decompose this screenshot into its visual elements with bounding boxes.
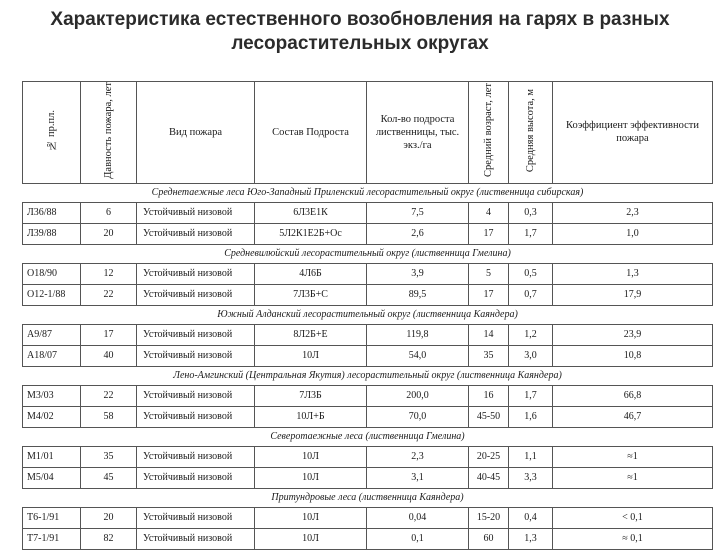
title-line-2: лесорастительных округах [231, 33, 489, 54]
cell-coef: 2,3 [553, 202, 713, 223]
cell-avg-height: 1,7 [509, 385, 553, 406]
cell-qty: 2,3 [367, 446, 469, 467]
cell-coef: < 0,1 [553, 507, 713, 528]
cell-plot-num: Т6-1/91 [23, 507, 81, 528]
cell-composition: 10Л [255, 467, 367, 488]
table-row [23, 263, 713, 284]
cell-avg-age: 40-45 [469, 467, 509, 488]
cell-coef: 10,8 [553, 345, 713, 366]
table-row [23, 467, 713, 488]
cell-plot-num: О12-1/88 [23, 284, 81, 305]
cell-plot-num: М4/02 [23, 406, 81, 427]
cell-plot-num: М5/04 [23, 467, 81, 488]
section-title: Среднетаежные леса [151, 187, 245, 199]
cell-fire-age: 12 [81, 263, 137, 284]
section-header [23, 366, 713, 385]
cell-fire-type: Устойчивый низовой [137, 385, 255, 406]
cell-fire-age: 45 [81, 467, 137, 488]
cell-fire-age: 40 [81, 345, 137, 366]
section-header [23, 488, 713, 507]
cell-avg-height: 1,1 [509, 446, 553, 467]
cell-avg-age: 17 [469, 284, 509, 305]
cell-composition: 10Л [255, 528, 367, 549]
cell-qty: 54,0 [367, 345, 469, 366]
cell-coef: ≈1 [553, 467, 713, 488]
cell-qty: 2,6 [367, 223, 469, 244]
cell-fire-type: Устойчивый низовой [137, 345, 255, 366]
cell-composition: 10Л [255, 446, 367, 467]
cell-plot-num: М1/01 [23, 446, 81, 467]
cell-composition: 10Л [255, 507, 367, 528]
cell-qty: 200,0 [367, 385, 469, 406]
cell-avg-age: 35 [469, 345, 509, 366]
section-header-row [23, 183, 713, 202]
cell-coef: 46,7 [553, 406, 713, 427]
header-coef: Коэффициент эффективности пожара [553, 82, 713, 184]
cell-fire-age: 22 [81, 284, 137, 305]
cell-fire-age: 17 [81, 324, 137, 345]
cell-qty: 7,5 [367, 202, 469, 223]
cell-qty: 0,1 [367, 528, 469, 549]
cell-qty: 0,04 [367, 507, 469, 528]
cell-avg-height: 1,6 [509, 406, 553, 427]
cell-qty: 3,1 [367, 467, 469, 488]
cell-fire-type: Устойчивый низовой [137, 202, 255, 223]
cell-avg-age: 60 [469, 528, 509, 549]
cell-qty: 70,0 [367, 406, 469, 427]
cell-avg-height: 0,5 [509, 263, 553, 284]
cell-fire-type: Устойчивый низовой [137, 223, 255, 244]
header-fire-type: Вид пожара [137, 82, 255, 184]
cell-avg-age: 14 [469, 324, 509, 345]
cell-plot-num: М3/03 [23, 385, 81, 406]
cell-coef: 17,9 [553, 284, 713, 305]
cell-fire-type: Устойчивый низовой [137, 528, 255, 549]
cell-fire-age: 6 [81, 202, 137, 223]
section-title: Притундровые леса [271, 492, 357, 504]
cell-composition: 6Л3Е1К [255, 202, 367, 223]
cell-coef: 1,3 [553, 263, 713, 284]
cell-coef: 23,9 [553, 324, 713, 345]
cell-composition: 8Л2Б+Е [255, 324, 367, 345]
cell-avg-age: 5 [469, 263, 509, 284]
cell-avg-age: 4 [469, 202, 509, 223]
section-header [23, 183, 713, 202]
cell-coef: ≈1 [553, 446, 713, 467]
cell-coef: ≈ 0,1 [553, 528, 713, 549]
cell-avg-age: 16 [469, 385, 509, 406]
table-row [23, 446, 713, 467]
section-title: Северотаежные леса [270, 431, 363, 443]
cell-avg-height: 0,3 [509, 202, 553, 223]
cell-plot-num: О18/90 [23, 263, 81, 284]
cell-fire-age: 22 [81, 385, 137, 406]
cell-coef: 66,8 [553, 385, 713, 406]
cell-avg-height: 0,4 [509, 507, 553, 528]
table-row [23, 223, 713, 244]
cell-fire-type: Устойчивый низовой [137, 406, 255, 427]
table-row [23, 345, 713, 366]
cell-composition: 7Л3Б [255, 385, 367, 406]
cell-composition: 10Л [255, 345, 367, 366]
cell-avg-age: 15-20 [469, 507, 509, 528]
cell-fire-age: 58 [81, 406, 137, 427]
cell-plot-num: Л36/88 [23, 202, 81, 223]
cell-avg-height: 1,2 [509, 324, 553, 345]
title-line-1: Характеристика естественного возобновления на гарях в разных [50, 9, 670, 30]
cell-fire-age: 82 [81, 528, 137, 549]
section-header-row [23, 488, 713, 507]
section-header [23, 427, 713, 446]
cell-composition: 5Л2К1Е2Б+Ос [255, 223, 367, 244]
cell-fire-age: 20 [81, 507, 137, 528]
table-row [23, 406, 713, 427]
cell-avg-age: 17 [469, 223, 509, 244]
table-body [23, 183, 713, 549]
section-header [23, 244, 713, 263]
cell-avg-height: 1,7 [509, 223, 553, 244]
cell-plot-num: А9/87 [23, 324, 81, 345]
cell-coef: 1,0 [553, 223, 713, 244]
cell-avg-age: 20-25 [469, 446, 509, 467]
section-header-row [23, 305, 713, 324]
cell-composition: 4Л6Б [255, 263, 367, 284]
section-subtitle: Южный Алданский лесорастительный округ (лиственница Каяндера) [217, 309, 518, 321]
section-subtitle: (лиственница Гмелина) [365, 431, 465, 443]
cell-avg-height: 1,3 [509, 528, 553, 549]
section-subtitle: (лиственница Каяндера) [358, 492, 464, 504]
cell-fire-type: Устойчивый низовой [137, 284, 255, 305]
cell-fire-type: Устойчивый низовой [137, 467, 255, 488]
header-avg-age: Средний возраст, лет [469, 82, 509, 184]
cell-avg-age: 45-50 [469, 406, 509, 427]
section-header-row [23, 427, 713, 446]
cell-fire-type: Устойчивый низовой [137, 446, 255, 467]
header-row [23, 82, 713, 184]
cell-avg-height: 3,3 [509, 467, 553, 488]
section-subtitle: Лено-Амгинский (Центральная Якутия) лесорастительный округ (лиственница Каяндера) [173, 370, 562, 382]
cell-fire-type: Устойчивый низовой [137, 507, 255, 528]
cell-qty: 3,9 [367, 263, 469, 284]
cell-plot-num: Л39/88 [23, 223, 81, 244]
table-row [23, 284, 713, 305]
header-composition: Состав Подроста [255, 82, 367, 184]
regeneration-table [22, 81, 713, 550]
table-row [23, 324, 713, 345]
cell-plot-num: А18/07 [23, 345, 81, 366]
header-num: № пр.пл. [23, 82, 81, 184]
table-row [23, 528, 713, 549]
section-subtitle: Средневилюйский лесорастительный округ (лиственница Гмелина) [224, 248, 511, 260]
cell-composition: 10Л+Б [255, 406, 367, 427]
header-avg-height: Средняя высота, м [509, 82, 553, 184]
table-row [23, 385, 713, 406]
page-title [0, 8, 720, 56]
cell-composition: 7Л3Б+С [255, 284, 367, 305]
cell-fire-type: Устойчивый низовой [137, 324, 255, 345]
cell-avg-height: 3,0 [509, 345, 553, 366]
header-qty: Кол-во подроста лиственницы, тыс. экз./га [367, 82, 469, 184]
table-row [23, 507, 713, 528]
cell-fire-age: 35 [81, 446, 137, 467]
section-header [23, 305, 713, 324]
cell-qty: 89,5 [367, 284, 469, 305]
section-header-row [23, 244, 713, 263]
header-age-fire: Давность пожара, лет [81, 82, 137, 184]
section-header-row [23, 366, 713, 385]
cell-fire-age: 20 [81, 223, 137, 244]
cell-avg-height: 0,7 [509, 284, 553, 305]
table-row [23, 202, 713, 223]
cell-qty: 119,8 [367, 324, 469, 345]
section-subtitle: Юго-Западный Приленский лесорастительный округ (лиственница сибирская) [246, 187, 584, 199]
cell-plot-num: Т7-1/91 [23, 528, 81, 549]
cell-fire-type: Устойчивый низовой [137, 263, 255, 284]
